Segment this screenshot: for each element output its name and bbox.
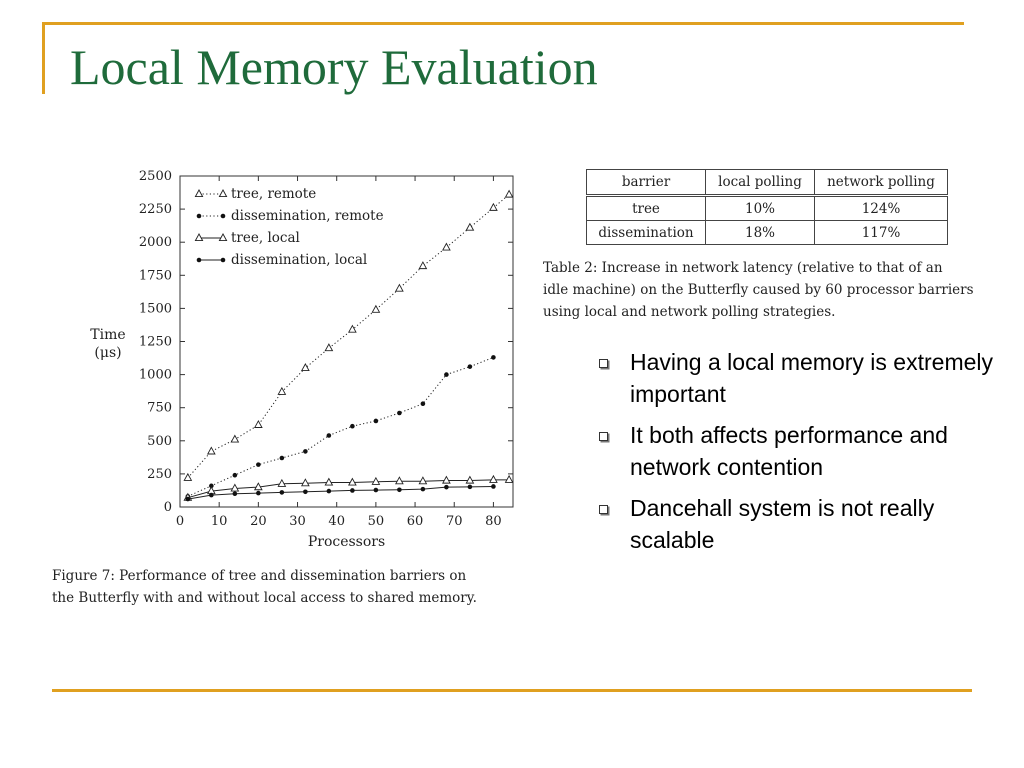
bullet-item	[596, 346, 1016, 410]
table-header-cell: network polling	[815, 170, 948, 196]
data-point-dissemination-remote	[350, 424, 355, 429]
data-point-dissemination-remote	[374, 419, 379, 424]
data-point-dissemination-remote	[491, 355, 496, 360]
data-point-tree-local	[278, 480, 285, 487]
table-caption-line: Table 2: Increase in network latency (relative to that of an	[543, 260, 943, 276]
table-cell: 124%	[815, 196, 948, 221]
data-point-tree-local	[325, 479, 332, 486]
performance-chart	[50, 160, 530, 560]
legend-marker-dissemination-local	[197, 258, 202, 263]
y-tick-label: 1750	[138, 268, 172, 284]
legend-label: tree, local	[231, 230, 300, 246]
data-point-dissemination-remote	[444, 372, 449, 377]
y-tick-label: 250	[147, 466, 172, 482]
data-point-tree-local	[443, 477, 450, 484]
data-point-tree-remote	[372, 306, 379, 313]
legend-marker-dissemination-remote	[197, 214, 202, 219]
table-cell: 10%	[706, 196, 815, 221]
data-point-dissemination-local	[303, 489, 308, 494]
x-tick-label: 30	[289, 514, 306, 529]
x-tick-label: 10	[210, 514, 228, 529]
table-row	[587, 196, 948, 221]
y-tick-label: 0	[163, 500, 172, 515]
data-point-dissemination-local	[350, 488, 355, 493]
data-point-tree-remote	[505, 191, 512, 198]
x-tick-label: 80	[485, 514, 502, 529]
square-bullet-icon	[599, 359, 608, 368]
x-tick-label: 0	[175, 514, 185, 529]
data-point-dissemination-local	[233, 491, 238, 496]
legend-label: dissemination, remote	[231, 208, 384, 224]
data-point-tree-remote	[349, 326, 356, 333]
bullet-item	[596, 419, 1016, 483]
data-point-dissemination-local	[491, 484, 496, 489]
data-point-tree-remote	[443, 243, 450, 250]
x-axis-label: Processors	[307, 534, 386, 550]
y-tick-label: 750	[147, 400, 172, 416]
data-point-dissemination-local	[444, 485, 449, 490]
legend-marker-dissemination-local	[221, 258, 226, 263]
data-point-dissemination-local	[209, 493, 214, 498]
table-cell: 117%	[815, 221, 948, 245]
y-tick-label: 2000	[138, 235, 172, 251]
y-tick-label: 2500	[138, 169, 172, 184]
table-caption-line: using local and network polling strategies.	[543, 304, 836, 320]
y-tick-label: 1500	[138, 301, 172, 317]
data-point-tree-remote	[208, 447, 215, 454]
data-point-dissemination-local	[468, 485, 473, 490]
data-point-tree-local	[466, 477, 473, 484]
data-point-tree-remote	[302, 364, 309, 371]
y-axis-label: Time	[90, 327, 126, 343]
x-tick-label: 60	[406, 514, 424, 529]
data-point-tree-remote	[419, 262, 426, 269]
data-point-tree-remote	[255, 421, 262, 428]
data-point-tree-local	[231, 484, 238, 491]
data-point-dissemination-remote	[421, 401, 426, 406]
legend-marker-tree-local	[195, 234, 202, 241]
figure-caption-line: the Butterfly with and without local access to shared memory.	[52, 590, 477, 606]
left-accent-bar	[42, 22, 45, 94]
y-axis-label: (μs)	[94, 345, 122, 361]
plot-frame	[180, 176, 513, 507]
table-header-cell: barrier	[587, 170, 706, 196]
data-point-tree-local	[490, 476, 497, 483]
data-point-dissemination-remote	[280, 456, 285, 461]
table-header-row	[587, 170, 948, 196]
data-point-dissemination-local	[327, 489, 332, 494]
bullet-list	[596, 346, 1016, 565]
x-tick-label: 40	[328, 514, 345, 529]
figure-caption	[52, 565, 532, 609]
data-point-tree-local	[505, 476, 512, 483]
bullet-item	[596, 492, 1016, 556]
bottom-accent-line	[52, 689, 972, 692]
data-point-dissemination-remote	[397, 411, 402, 416]
data-point-dissemination-local	[280, 490, 285, 495]
square-bullet-icon	[599, 505, 608, 514]
data-point-dissemination-remote	[468, 364, 473, 369]
table-cell: tree	[587, 196, 706, 221]
data-point-tree-local	[302, 479, 309, 486]
legend-label: dissemination, local	[231, 252, 368, 268]
y-tick-label: 2250	[138, 202, 172, 218]
top-accent-line	[42, 22, 964, 25]
slide-title: Local Memory Evaluation	[70, 39, 598, 95]
data-point-tree-remote	[231, 435, 238, 442]
bullet-text: Having a local memory is extremely important	[630, 349, 994, 407]
x-tick-label: 70	[445, 514, 463, 529]
table-row	[587, 221, 948, 245]
data-point-tree-remote	[325, 344, 332, 351]
table-header-cell: local polling	[706, 170, 815, 196]
x-tick-label: 20	[250, 514, 267, 529]
table-cell: 18%	[706, 221, 815, 245]
latency-table	[586, 169, 948, 245]
legend-marker-tree-remote	[219, 190, 226, 197]
data-point-tree-local	[419, 477, 426, 484]
y-tick-label: 500	[147, 433, 172, 449]
data-point-dissemination-remote	[256, 462, 261, 467]
latency-table-wrapper	[586, 169, 948, 245]
table-cell: dissemination	[587, 221, 706, 245]
data-point-tree-local	[396, 477, 403, 484]
bullet-text: Dancehall system is not really scalable	[630, 495, 935, 553]
data-point-dissemination-local	[256, 491, 261, 496]
data-point-tree-local	[372, 478, 379, 485]
legend-marker-dissemination-remote	[221, 214, 226, 219]
data-point-dissemination-local	[186, 497, 191, 502]
table-caption-line: idle machine) on the Butterfly caused by 60 processor barriers	[543, 282, 974, 298]
data-point-dissemination-remote	[327, 433, 332, 438]
data-point-tree-remote	[396, 285, 403, 292]
legend-marker-tree-local	[219, 234, 226, 241]
square-bullet-icon	[599, 432, 608, 441]
x-tick-label: 50	[367, 514, 385, 529]
legend-label: tree, remote	[231, 186, 317, 202]
data-point-dissemination-local	[421, 487, 426, 492]
data-point-tree-remote	[466, 224, 473, 231]
data-point-dissemination-local	[397, 487, 402, 492]
data-point-dissemination-local	[374, 488, 379, 493]
data-point-dissemination-remote	[303, 449, 308, 454]
data-point-tree-local	[349, 479, 356, 486]
bullet-text: It both affects performance and network contention	[630, 422, 948, 480]
y-tick-label: 1250	[138, 334, 172, 350]
y-tick-label: 1000	[138, 367, 172, 383]
data-point-tree-remote	[490, 204, 497, 211]
table-caption	[543, 257, 1013, 323]
legend-marker-tree-remote	[195, 190, 202, 197]
figure-caption-line: Figure 7: Performance of tree and dissemination barriers on	[52, 568, 467, 584]
data-point-dissemination-remote	[233, 473, 238, 478]
